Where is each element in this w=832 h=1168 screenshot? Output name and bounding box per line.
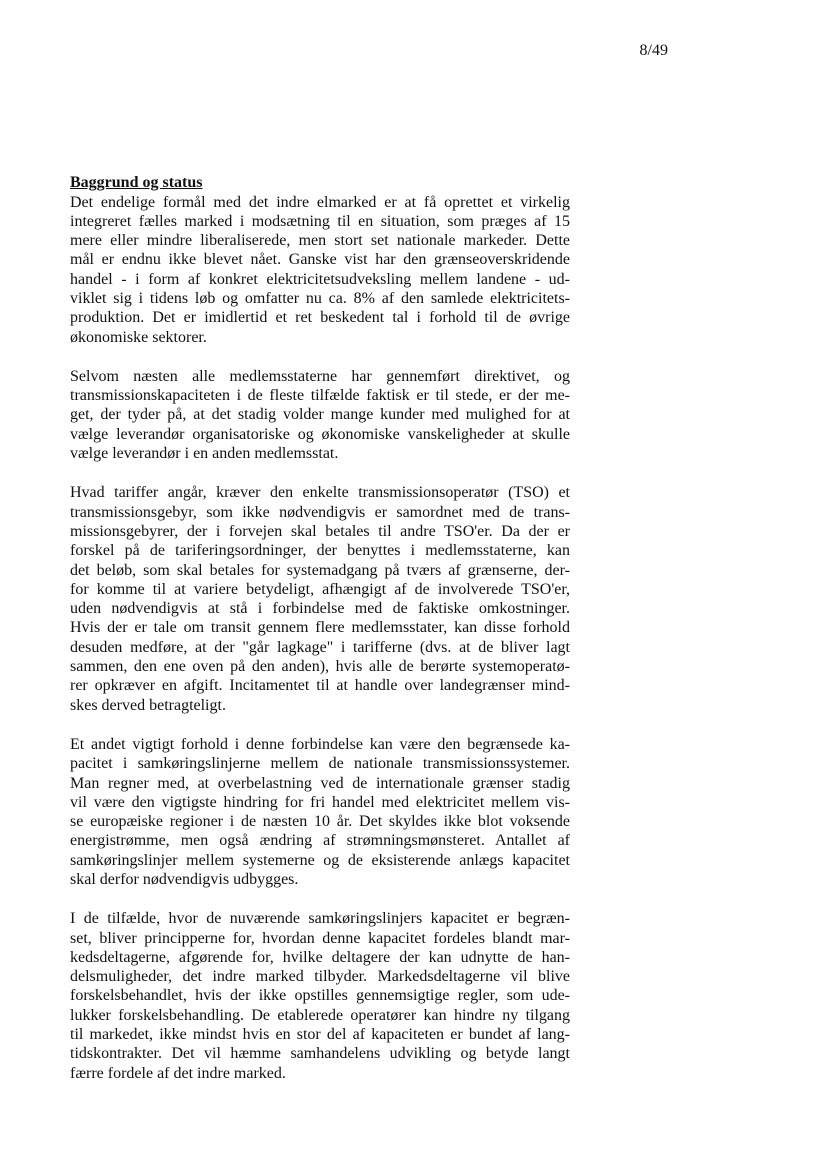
text-line: mere eller mindre liberaliserede, men stort set nationale markeder. Dette <box>70 232 570 250</box>
paragraphs <box>70 193 570 1083</box>
paragraph <box>70 367 570 463</box>
paragraph <box>70 193 570 347</box>
text-line: Et andet vigtigt forhold i denne forbindelse kan være den begrænsede ka- <box>70 735 570 753</box>
text-line: se europæiske regioner i de næsten 10 år. Det skyldes ikke blot voksende <box>70 813 570 831</box>
text-line: til markedet, ikke mindst hvis en stor del af kapaciteten er bundet af lang- <box>70 1026 570 1044</box>
section-heading: Baggrund og status <box>70 174 203 191</box>
paragraph <box>70 483 570 715</box>
text-line: integreret fælles marked i modsætning til en situation, som præges af 15 <box>70 212 570 230</box>
text-line: samkøringslinjer mellem systemerne og de eksisterende anlægs kapacitet <box>70 851 570 869</box>
text-line: pacitet i samkøringslinjerne mellem de nationale transmissionssystemer. <box>70 755 570 773</box>
text-line: viklet sig i tidens løb og omfatter nu ca. 8% af den samlede elektricitets- <box>70 289 570 307</box>
text-line: tidskontrakter. Det vil hæmme samhandelens udvikling og betyde langt <box>70 1045 570 1063</box>
text-line: skes derved betragteligt. <box>70 696 226 714</box>
text-line: sammen, den ene oven på den anden), hvis alle de berørte systemoperatø- <box>70 658 570 676</box>
text-line: mål er endnu ikke blevet nået. Ganske vist har den grænseoverskridende <box>70 251 570 269</box>
text-line: Hvis der er tale om transit gennem flere medlemsstater, kan disse forhold <box>70 619 570 637</box>
text-line: uden nødvendigvis at stå i forbindelse med de faktiske omkostninger. <box>70 600 570 618</box>
text-line: vil være den vigtigste hindring for fri handel med elektricitet mellem vis- <box>70 793 570 811</box>
paragraph <box>70 735 570 889</box>
text-line: økonomiske sektorer. <box>70 328 207 346</box>
text-line: I de tilfælde, hvor de nuværende samkøringslinjers kapacitet er begræn- <box>70 910 570 928</box>
document-body <box>70 174 570 1103</box>
text-line: energistrømme, men også ændring af strømningsmønsteret. Antallet af <box>70 832 570 850</box>
text-line: transmissionskapaciteten i de fleste tilfælde faktisk er til stede, er der me- <box>70 387 570 405</box>
text-line: desuden medføre, at der "går lagkage" i tarifferne (dvs. at de bliver lagt <box>70 638 570 656</box>
text-line: set, bliver principperne for, hvordan denne kapacitet fordeles blandt mar- <box>70 929 570 947</box>
text-line: produktion. Det er imidlertid et ret beskedent tal i forhold til de øvrige <box>70 309 570 327</box>
paragraph <box>70 909 570 1083</box>
page-number: 8/49 <box>639 42 668 59</box>
text-line: skal derfor nødvendigvis udbygges. <box>70 871 299 888</box>
text-line: vælge leverandør i en anden medlemsstat. <box>70 445 339 463</box>
text-line: missionsgebyrer, der i forvejen skal betales til andre TSO'er. Da der er <box>70 522 570 540</box>
text-line: Selvom næsten alle medlemsstaterne har gennemført direktivet, og <box>70 367 570 385</box>
text-line: det beløb, som skal betales for systemadgang på tværs af grænserne, der- <box>70 561 570 579</box>
text-line: lukker forskelsbehandling. De etablerede operatører kan hindre ny tilgang <box>70 1006 570 1024</box>
text-line: vælge leverandør organisatoriske og økonomiske vanskeligheder at skulle <box>70 425 570 443</box>
text-line: get, der tyder på, at det stadig volder mange kunder med mulighed for at <box>70 406 570 424</box>
text-line: rer opkræver en afgift. Incitamentet til at handle over landegrænser mind- <box>70 677 570 695</box>
text-line: transmissionsgebyr, som ikke nødvendigvis er samordnet med de trans- <box>70 503 570 521</box>
text-line: Hvad tariffer angår, kræver den enkelte transmissionsoperatør (TSO) et <box>70 484 570 502</box>
text-line: Det endelige formål med det indre elmarked er at få oprettet et virkelig <box>70 193 570 211</box>
text-line: forskel på de tariferingsordninger, der benyttes i medlemsstaterne, kan <box>70 542 570 560</box>
text-line: for komme til at variere betydeligt, afhængigt af de involverede TSO'er, <box>70 580 570 598</box>
text-line: delsmuligheder, det indre marked tilbyder. Markedsdeltagerne vil blive <box>70 968 570 986</box>
text-line: forskelsbehandlet, hvis der ikke opstilles gennemsigtige regler, som ude- <box>70 987 570 1005</box>
text-line: handel - i form af konkret elektricitetsudveksling mellem landene - ud- <box>70 270 570 288</box>
text-line: Man regner med, at overbelastning ved de internationale grænser stadig <box>70 774 570 792</box>
text-line: færre fordele af det indre marked. <box>70 1064 286 1082</box>
text-line: kedsdeltagerne, afgørende for, hvilke deltagere der kan udnytte de han- <box>70 948 570 966</box>
